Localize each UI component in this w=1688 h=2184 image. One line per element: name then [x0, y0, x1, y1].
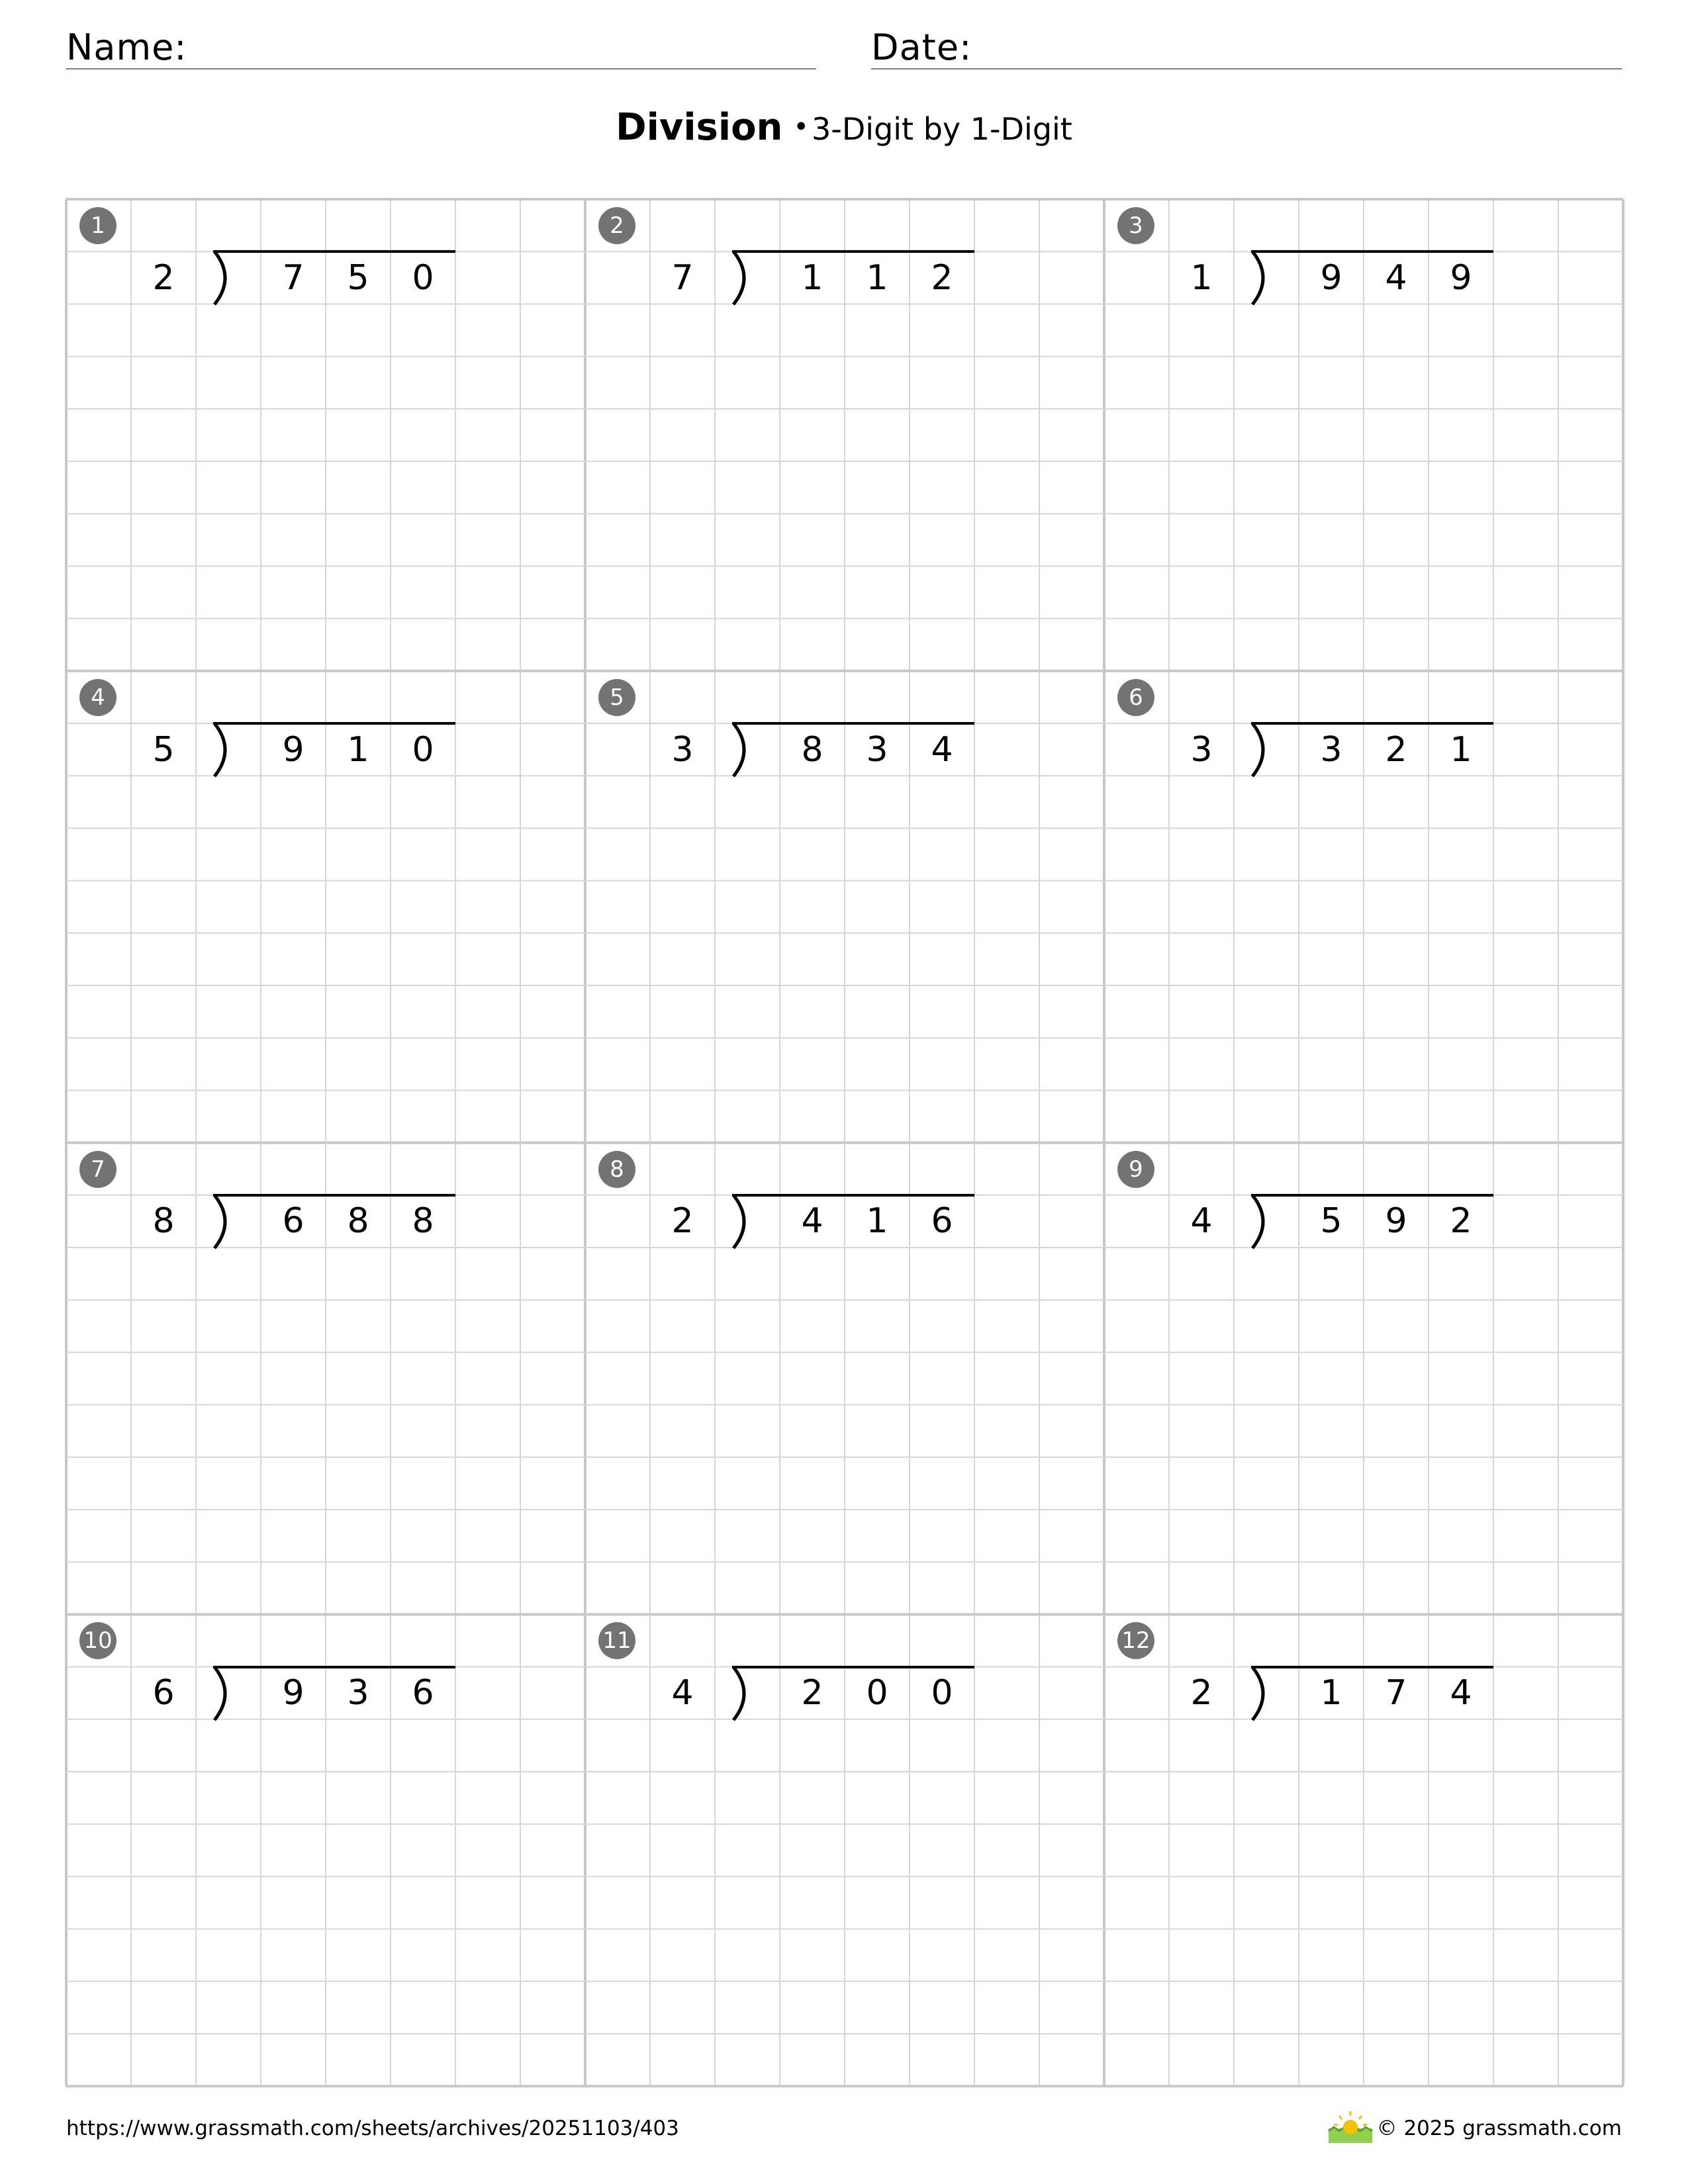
division-bracket: [728, 722, 768, 779]
footer-copyright: © 2025 grassmath.com: [1376, 2116, 1622, 2140]
dividend-digit: 2: [801, 1673, 823, 1713]
dividend-digit: 1: [866, 257, 888, 298]
dividend-digit: 2: [1450, 1201, 1472, 1242]
division-vinculum: [213, 1666, 455, 1668]
division-vinculum: [213, 722, 455, 725]
division-bracket: [209, 1666, 249, 1723]
problem-number-badge: 5: [598, 679, 635, 716]
name-label: Name:: [66, 26, 187, 68]
problem-number-badge: 11: [598, 1622, 635, 1659]
title-separator: •: [793, 112, 809, 142]
dividend-digit: 8: [412, 1201, 434, 1242]
dividend-digit: 0: [931, 1673, 953, 1713]
divisor: 1: [1190, 257, 1213, 298]
problem-number-badge: 1: [79, 207, 117, 244]
dividend-digit: 8: [801, 729, 823, 770]
divisor: 4: [1190, 1201, 1213, 1242]
dividend-digit: 1: [347, 729, 369, 770]
dividend-digit: 3: [1320, 729, 1342, 770]
dividend-digit: 9: [1450, 257, 1472, 298]
dividend-digit: 7: [1385, 1673, 1407, 1713]
dividend-digit: 2: [1385, 729, 1407, 770]
dividend-digit: 9: [1385, 1201, 1407, 1242]
footer-url: https://www.grassmath.com/sheets/archives/20251103/403: [66, 2116, 679, 2140]
division-vinculum: [213, 250, 455, 253]
dividend-digit: 9: [282, 1673, 305, 1713]
division-bracket: [209, 722, 249, 779]
dividend-digit: 4: [1450, 1673, 1472, 1713]
division-vinculum: [732, 1666, 974, 1668]
division-bracket: [728, 250, 768, 307]
dividend-digit: 1: [1450, 729, 1472, 770]
division-vinculum: [213, 1194, 455, 1197]
problem-number-badge: 2: [598, 207, 635, 244]
division-vinculum: [1251, 1194, 1493, 1197]
dividend-digit: 4: [1385, 257, 1407, 298]
divisor: 2: [1190, 1673, 1213, 1713]
dividend-digit: 5: [1320, 1201, 1342, 1242]
dividend-digit: 8: [347, 1201, 369, 1242]
dividend-digit: 0: [412, 729, 434, 770]
divisor: 8: [152, 1201, 175, 1242]
divisor: 2: [152, 257, 175, 298]
problem-number-badge: 12: [1117, 1622, 1154, 1659]
divisor: 3: [1190, 729, 1213, 770]
dividend-digit: 3: [866, 729, 888, 770]
division-vinculum: [732, 250, 974, 253]
dividend-digit: 6: [282, 1201, 305, 1242]
dividend-digit: 5: [347, 257, 369, 298]
division-bracket: [728, 1666, 768, 1723]
division-bracket: [209, 1194, 249, 1251]
date-label: Date:: [871, 26, 972, 68]
dividend-digit: 1: [801, 257, 823, 298]
divisor: 6: [152, 1673, 175, 1713]
division-bracket: [1247, 1194, 1287, 1251]
dividend-digit: 2: [931, 257, 953, 298]
division-vinculum: [1251, 250, 1493, 253]
problem-number-badge: 9: [1117, 1151, 1154, 1188]
dividend-digit: 1: [866, 1201, 888, 1242]
division-bracket: [728, 1194, 768, 1251]
division-bracket: [1247, 722, 1287, 779]
division-bracket: [1247, 250, 1287, 307]
dividend-digit: 6: [412, 1673, 434, 1713]
divisor: 3: [671, 729, 694, 770]
dividend-digit: 0: [412, 257, 434, 298]
division-vinculum: [732, 1194, 974, 1197]
divisor: 4: [671, 1673, 694, 1713]
division-bracket: [209, 250, 249, 307]
problem-number-badge: 6: [1117, 679, 1154, 716]
division-bracket: [1247, 1666, 1287, 1723]
dividend-digit: 0: [866, 1673, 888, 1713]
divisor: 7: [671, 257, 694, 298]
divisor: 5: [152, 729, 175, 770]
dividend-digit: 4: [801, 1201, 823, 1242]
dividend-digit: 4: [931, 729, 953, 770]
problem-number-badge: 4: [79, 679, 117, 716]
division-vinculum: [732, 722, 974, 725]
dividend-digit: 1: [1320, 1673, 1342, 1713]
divisor: 2: [671, 1201, 694, 1242]
division-vinculum: [1251, 1666, 1493, 1668]
problem-number-badge: 8: [598, 1151, 635, 1188]
problem-number-badge: 7: [79, 1151, 117, 1188]
problem-number-badge: 3: [1117, 207, 1154, 244]
dividend-digit: 9: [1320, 257, 1342, 298]
grassmath-sun-logo-icon: [1327, 2109, 1374, 2144]
dividend-digit: 9: [282, 729, 305, 770]
division-vinculum: [1251, 722, 1493, 725]
dividend-digit: 3: [347, 1673, 369, 1713]
title-subtitle: 3-Digit by 1-Digit: [812, 111, 1072, 147]
problem-number-badge: 10: [79, 1622, 117, 1659]
title-main: Division: [616, 106, 783, 149]
dividend-digit: 6: [931, 1201, 953, 1242]
dividend-digit: 7: [282, 257, 305, 298]
